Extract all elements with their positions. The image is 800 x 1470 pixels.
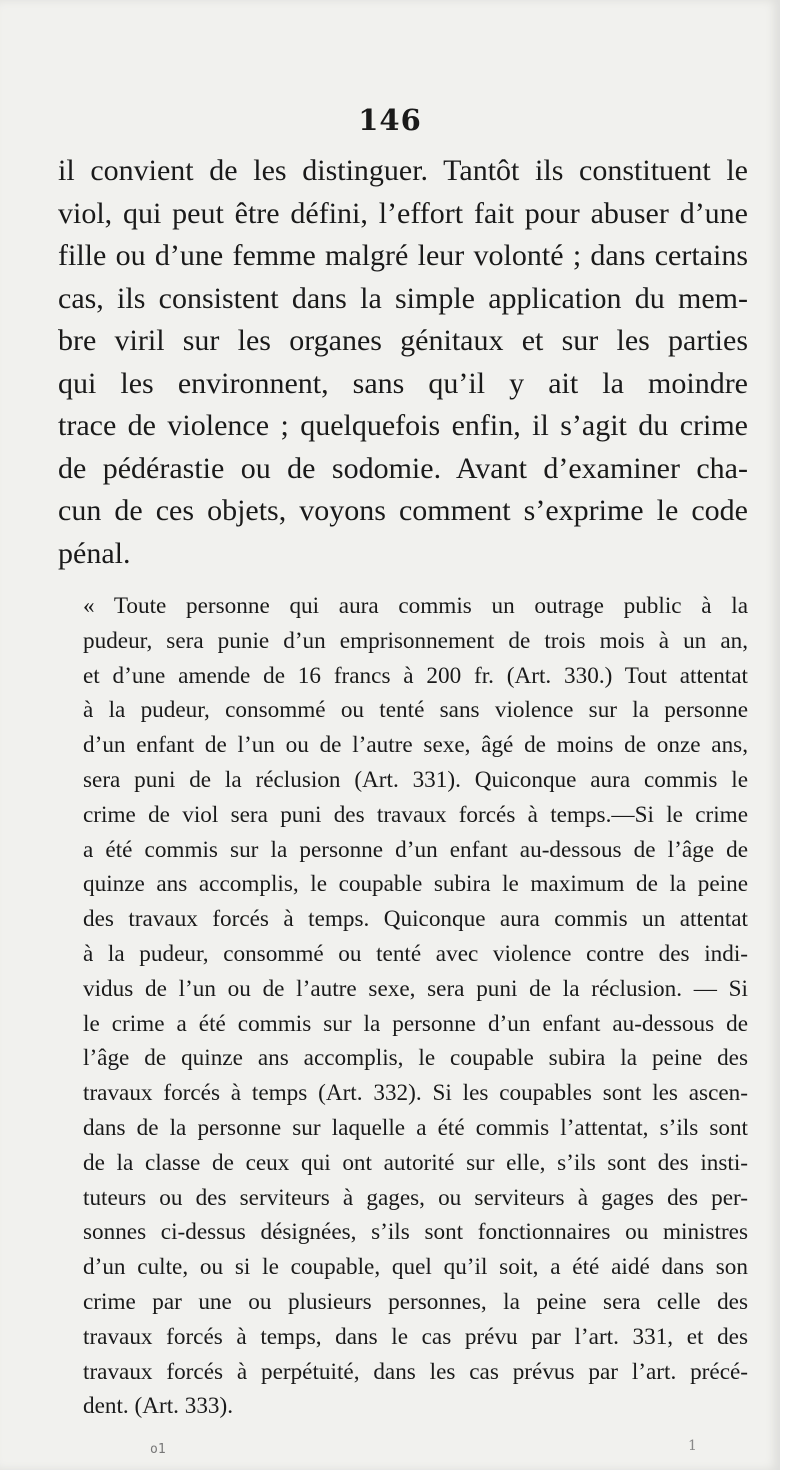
- text-line: d’un culte, ou si le coupable, quel qu’il soit, a été aidé dans son: [83, 1254, 748, 1281]
- text-line: crime de viol sera puni des travaux forcés à temps.—Si le crime: [83, 801, 748, 828]
- text-line: à la pudeur, consommé ou tenté sans violence sur la personne: [83, 697, 748, 724]
- text-line: quinze ans accomplis, le coupable subira le maximum de la peine: [83, 871, 748, 898]
- footer-mark-right: 1: [688, 1438, 697, 1454]
- text-line: qui les environnent, sans qu’il y ait la moindre: [58, 366, 748, 400]
- text-line: à la pudeur, consommé ou tenté avec violence contre des indi-: [83, 940, 748, 967]
- footer-signature-mark: o1: [150, 1442, 166, 1457]
- text-line: cas, ils consistent dans la simple application du mem-: [58, 281, 748, 315]
- text-line: de la classe de ceux qui ont autorité sur elle, s’ils sont des insti-: [83, 1149, 748, 1176]
- text-line: « Toute personne qui aura commis un outrage public à la: [83, 593, 748, 619]
- text-line: pénal.: [58, 536, 131, 570]
- text-line: dent. (Art. 333).: [83, 1393, 234, 1420]
- text-line: cun de ces objets, voyons comment s’exprime le code: [58, 494, 748, 527]
- text-line: le crime a été commis sur la personne d’un enfant au-dessous de: [83, 1010, 748, 1037]
- text-line: et d’une amende de 16 francs à 200 fr. (Art. 330.) Tout attentat: [83, 662, 748, 689]
- paragraph-intro: [58, 150, 748, 575]
- text-line: tuteurs ou des serviteurs à gages, ou serviteurs à gages des per-: [83, 1184, 748, 1211]
- text-line: sonnes ci-dessus désignées, s’ils sont fonctionnaires ou ministres: [83, 1219, 748, 1246]
- text-line: trace de violence ; quelquefois enfin, il s’agit du crime: [58, 409, 748, 442]
- text-line: travaux forcés à perpétuité, dans les cas prévus par l’art. précé-: [83, 1358, 748, 1385]
- text-line: d’un enfant de l’un ou de l’autre sexe, âgé de moins de onze ans,: [83, 732, 748, 759]
- text-line: viol, qui peut être défini, l’effort fait pour abuser d’une: [58, 196, 748, 230]
- text-line: il convient de les distinguer. Tantôt ils constituent le: [58, 154, 748, 187]
- text-line: l’âge de quinze ans accomplis, le coupable subira la peine des: [83, 1045, 748, 1072]
- text-line: dans de la personne sur laquelle a été commis l’attentat, s’ils sont: [83, 1114, 748, 1141]
- text-line: fille ou d’une femme malgré leur volonté ; dans certains: [58, 239, 748, 272]
- text-line: a été commis sur la personne d’un enfant au-dessous de l’âge de: [83, 836, 748, 863]
- text-line: travaux forcés à temps (Art. 332). Si les coupables sont les ascen-: [83, 1080, 748, 1107]
- text-line: vidus de l’un ou de l’autre sexe, sera puni de la réclusion. — Si: [83, 975, 748, 1002]
- text-line: de pédérastie ou de sodomie. Avant d’examiner cha-: [58, 451, 748, 485]
- text-line: pudeur, sera punie d’un emprisonnement de trois mois à un an,: [83, 627, 748, 654]
- text-line: crime par une ou plusieurs personnes, la peine sera celle des: [83, 1288, 748, 1315]
- page-number: 146: [358, 103, 422, 137]
- text-line: bre viril sur les organes génitaux et sur les parties: [58, 324, 748, 357]
- text-line: des travaux forcés à temps. Quiconque aura commis un attentat: [83, 906, 748, 933]
- text-line: sera puni de la réclusion (Art. 331). Quiconque aura commis le: [83, 766, 748, 793]
- text-line: travaux forcés à temps, dans le cas prévu par l’art. 331, et des: [83, 1323, 748, 1350]
- paragraph-code-penal-quote: [58, 589, 748, 1424]
